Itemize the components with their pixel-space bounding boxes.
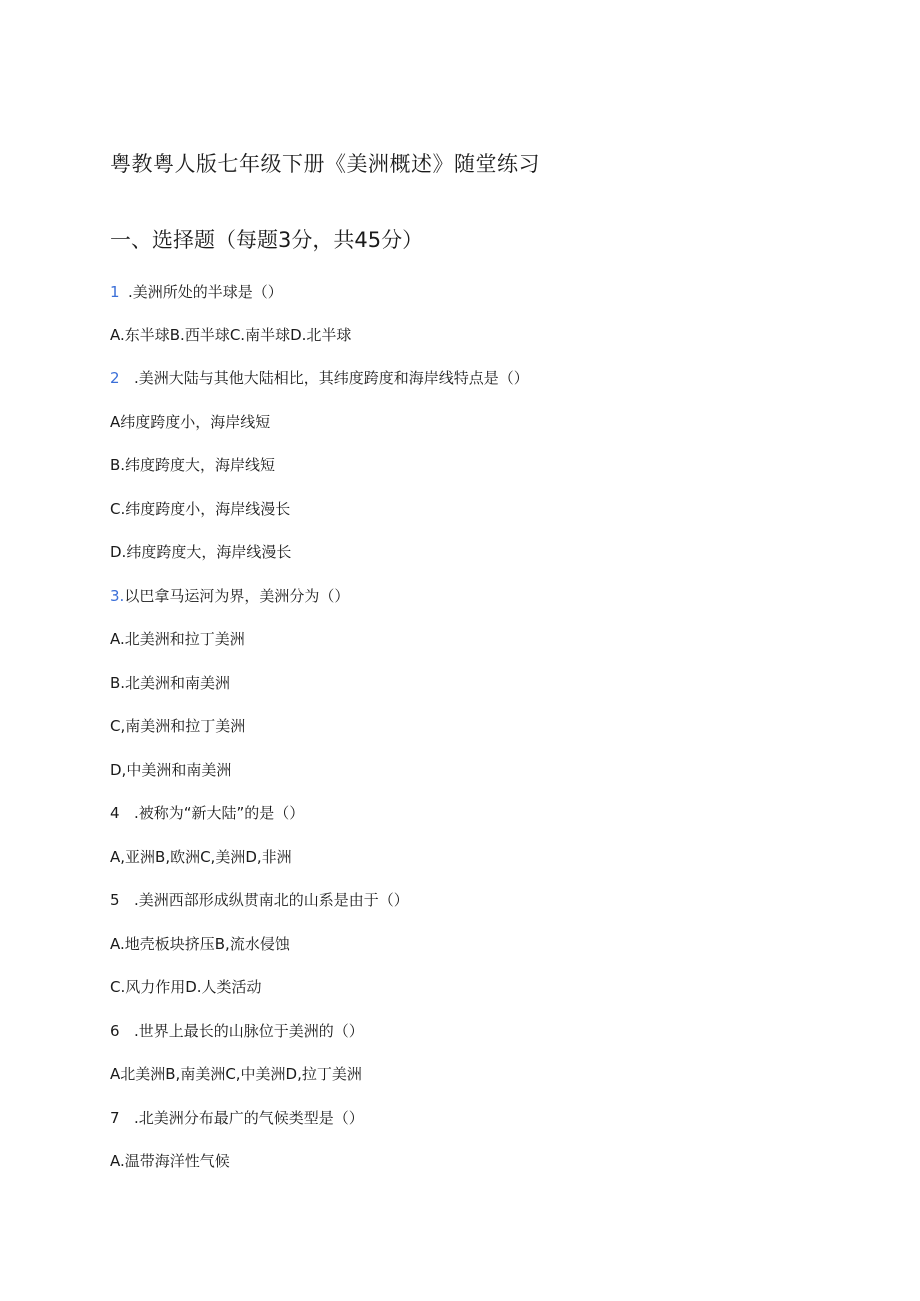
question-number: 3. bbox=[110, 587, 125, 605]
question-4 bbox=[110, 803, 304, 823]
question-7-option-a: A.温带海洋性气候 bbox=[110, 1152, 230, 1170]
question-text: .北美洲分布最广的气候类型是（） bbox=[134, 1109, 364, 1127]
question-1-options: A.东半球B.西半球C.南半球D.北半球 bbox=[110, 326, 352, 344]
question-7 bbox=[110, 1108, 364, 1128]
question-1 bbox=[110, 282, 283, 302]
question-text: .世界上最长的山脉位于美洲的（） bbox=[134, 1022, 364, 1040]
question-3-option-d: D,中美洲和南美洲 bbox=[110, 761, 232, 779]
question-3 bbox=[110, 586, 349, 606]
question-text: .美洲西部形成纵贯南北的山系是由于（） bbox=[134, 891, 409, 909]
document-title: 粤教粤人版七年级下册《美洲概述》随堂练习 bbox=[110, 152, 540, 176]
question-number: 4 bbox=[110, 804, 120, 822]
question-number: 1 bbox=[110, 283, 120, 301]
question-number: 2 bbox=[110, 369, 120, 387]
question-2-option-d: D.纬度跨度大，海岸线漫长 bbox=[110, 543, 292, 561]
section-heading: 一、选择题（每题3分，共45分） bbox=[110, 228, 424, 252]
question-5 bbox=[110, 890, 409, 910]
question-number: 6 bbox=[110, 1022, 120, 1040]
question-2-option-a: A纬度跨度小，海岸线短 bbox=[110, 413, 271, 431]
question-2 bbox=[110, 368, 529, 388]
question-2-option-b: B.纬度跨度大，海岸线短 bbox=[110, 456, 276, 474]
question-text: 以巴拿马运河为界，美洲分为（） bbox=[124, 587, 350, 605]
question-text: .美洲大陆与其他大陆相比，其纬度跨度和海岸线特点是（） bbox=[134, 369, 529, 387]
question-5-options-cd: C.风力作用D.人类活动 bbox=[110, 978, 262, 996]
question-text: .美洲所处的半球是（） bbox=[128, 283, 283, 301]
question-3-option-c: C,南美洲和拉丁美洲 bbox=[110, 717, 246, 735]
question-number: 7 bbox=[110, 1109, 120, 1127]
question-2-option-c: C.纬度跨度小，海岸线漫长 bbox=[110, 500, 291, 518]
question-number: 5 bbox=[110, 891, 120, 909]
question-text: .被称为“新大陆”的是（） bbox=[134, 804, 305, 822]
question-6 bbox=[110, 1021, 364, 1041]
question-5-options-ab: A.地壳板块挤压B,流水侵蚀 bbox=[110, 935, 290, 953]
question-4-options: A,亚洲B,欧洲C,美洲D,非洲 bbox=[110, 848, 292, 866]
question-6-options: A北美洲B,南美洲C,中美洲D,拉丁美洲 bbox=[110, 1065, 362, 1083]
question-3-option-a: A.北美洲和拉丁美洲 bbox=[110, 630, 245, 648]
question-3-option-b: B.北美洲和南美洲 bbox=[110, 674, 231, 692]
